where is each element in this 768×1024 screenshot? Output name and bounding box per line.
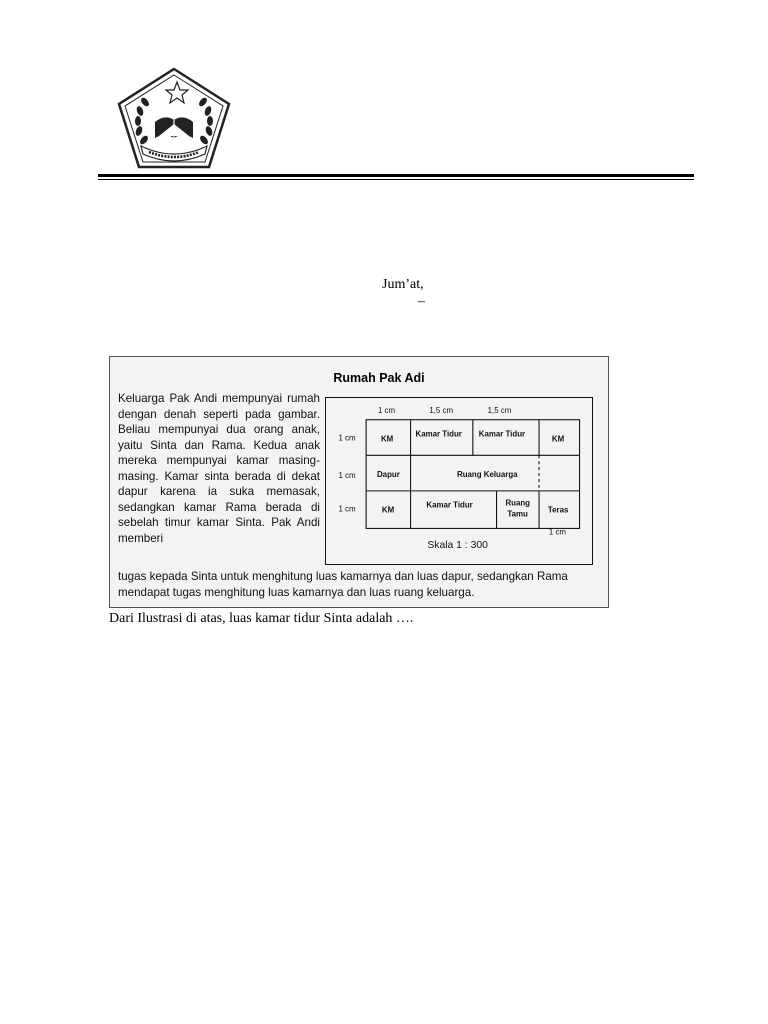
header-rule-thin (98, 179, 694, 180)
room-km-bottom: KM (381, 505, 395, 515)
room-dapur: Dapur (376, 470, 400, 480)
room-ruang-tamu-line2: Tamu (507, 509, 528, 519)
dim-side-1: 1 cm (338, 433, 356, 443)
school-emblem (115, 66, 233, 170)
date-dash: – (418, 294, 425, 309)
header-rule-thick (98, 174, 694, 177)
room-kamar-tidur-1: Kamar Tidur (415, 429, 462, 439)
room-ruang-tamu-line1: Ruang (505, 498, 530, 508)
room-kamar-tidur-3: Kamar Tidur (426, 500, 473, 510)
question-figure (109, 356, 609, 608)
dim-side-3: 1 cm (338, 504, 356, 514)
story-text: Keluarga Pak Andi mempunyai rumah dengan denah seperti pada gambar. Beliau mempunyai dua orang anak, yaitu Sinta dan Rama. Kedua anak mereka mempunyai kamar masing-masing. Kamar sinta berada di dekat dapur karena ia suka memasak, sedangkan kamar Rama berada di sebelah timur kamar Sinta. Pak Andi memberi (118, 392, 320, 545)
room-ruang-keluarga: Ruang Keluarga (457, 470, 518, 480)
room-teras: Teras (547, 505, 569, 515)
figure-title: Rumah Pak Adi (333, 371, 425, 385)
dim-top-2: 1,5 cm (429, 405, 454, 415)
plan-scale: Skala 1 : 300 (427, 540, 488, 552)
room-km-top: KM (380, 434, 394, 444)
dim-top-1: 1 cm (377, 405, 396, 415)
question-text: Dari Ilustrasi di atas, luas kamar tidur Sinta adalah …. (109, 611, 414, 626)
day-label: Jum’at, (382, 277, 424, 292)
dim-top-3: 1,5 cm (487, 405, 512, 415)
room-kamar-tidur-2: Kamar Tidur (478, 429, 526, 439)
room-km-right: KM (551, 434, 565, 444)
floor-plan-drawing (326, 398, 592, 564)
story-text-continued: tugas kepada Sinta untuk menghitung luas kamarnya dan luas dapur, sedangkan Rama mendapat tugas menghitung luas kamarnya dan luas ruang keluarga. (118, 570, 568, 599)
dim-bottom: 1 cm (548, 527, 567, 537)
dim-side-2: 1 cm (338, 471, 356, 481)
floor-plan (325, 397, 593, 565)
emblem-icon (115, 66, 233, 170)
